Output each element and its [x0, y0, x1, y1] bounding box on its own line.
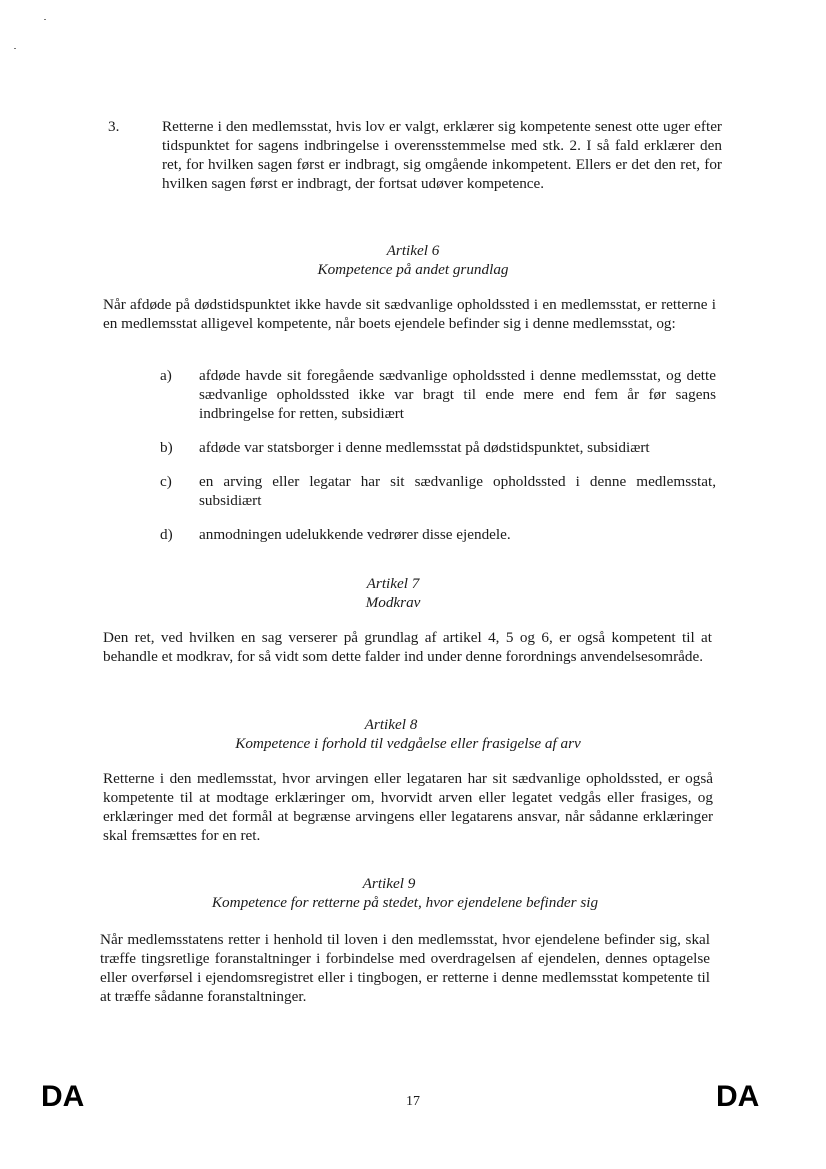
scan-speck [14, 48, 16, 49]
article-9-text: Når medlemsstatens retter i henhold til loven i den medlemsstat, hvor ejendelene befinder sig, skal træffe tingsretlige foranstaltninger i forbindelse med overdragelsen af ejendelen, dennes optagelse eller overførsel i ejendomsregistret eller i tingbogen, er retterne i denne medlemsstat kompetente til at træffe sådanne foranstaltninger. [100, 931, 710, 1005]
list-item [160, 472, 716, 510]
article-9-subheading: Kompetence for retterne på stedet, hvor ejendelene befinder sig [211, 894, 599, 911]
list-item [160, 438, 716, 457]
article-8-heading: Artikel 8 [364, 716, 418, 733]
article-7-text: Den ret, ved hvilken en sag verserer på grundlag af artikel 4, 5 og 6, er også kompetent til at behandle et modkrav, for så vidt som dette falder ind under denne forordnings anvendelsesområde. [103, 629, 712, 665]
list-item-text: afdøde havde sit foregående sædvanlige opholdssted i denne medlemsstat, og dette sædvanlige opholdssted ikke var bragt til ende mere end fem år før sagens indbringelse for retten, subsidiært [199, 367, 716, 422]
list-item-label: b) [160, 439, 173, 456]
paragraph-number: 3. [108, 118, 120, 135]
article-7-subheading: Modkrav [365, 594, 421, 611]
article-6-list [160, 366, 716, 559]
article-9-heading: Artikel 9 [362, 875, 416, 892]
article-6-subheading: Kompetence på andet grundlag [317, 261, 509, 278]
list-item-text: anmodningen udelukkende vedrører disse ejendele. [199, 526, 511, 543]
article-7-heading: Artikel 7 [366, 575, 420, 592]
list-item-label: c) [160, 473, 172, 490]
list-item-label: d) [160, 526, 173, 543]
article-6-intro: Når afdøde på dødstidspunktet ikke havde sit sædvanlige opholdssted i en medlemsstat, er retterne i en medlemsstat alligevel kompetente, når boets ejendele befinder sig i denne medlemsstat, og: [103, 296, 716, 332]
paragraph-text: Retterne i den medlemsstat, hvis lov er valgt, erklærer sig kompetente senest otte uger efter tidspunktet for sagens indbringelse i overensstemmelse med stk. 2. I så fald erklærer den ret, for hvilken sagen først er indbragt, sig omgående inkompetent. Ellers er det den ret, for hvilken sagen først er indbragt, der fortsat udøver kompetence. [162, 118, 722, 192]
list-item-label: a) [160, 367, 172, 384]
article-6-heading: Artikel 6 [386, 242, 440, 259]
language-code-left: DA [41, 1080, 85, 1113]
list-item [160, 525, 716, 544]
scan-speck [44, 19, 46, 20]
page-number: 17 [406, 1094, 420, 1109]
article-8-text: Retterne i den medlemsstat, hvor arvingen eller legataren har sit sædvanlige opholdssted, er også kompetente til at modtage erklæringer om, hvorvidt arven eller legatet vedgås eller frasiges, og erklæringer med det formål at begrænse arvingens eller legatarens ansvar, når sådanne erklæringer skal fremsættes for en ret. [103, 770, 713, 844]
list-item-text: afdøde var statsborger i denne medlemsstat på dødstidspunktet, subsidiært [199, 439, 650, 456]
article-8-subheading: Kompetence i forhold til vedgåelse eller frasigelse af arv [235, 735, 581, 752]
list-item [160, 366, 716, 423]
list-item-text: en arving eller legatar har sit sædvanlige opholdssted i denne medlemsstat, subsidiært [199, 473, 716, 509]
language-code-right: DA [716, 1080, 760, 1113]
